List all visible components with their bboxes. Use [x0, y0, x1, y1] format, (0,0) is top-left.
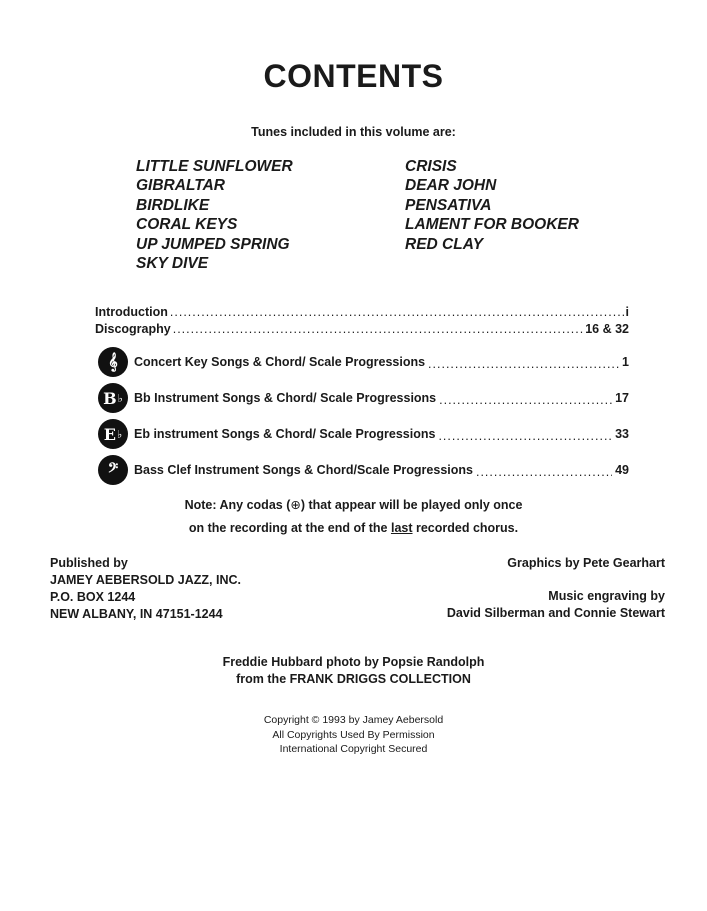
leader-dots — [438, 429, 612, 449]
section-label: Bass Clef Instrument Songs & Chord/Scale Progressions — [134, 463, 473, 477]
coda-icon: ⊕ — [290, 497, 301, 512]
section-page: 49 — [615, 463, 629, 477]
tune-list-right — [405, 157, 579, 254]
leader-dots — [439, 393, 612, 413]
toc-label: Introduction — [95, 305, 168, 319]
publisher-line: P.O. BOX 1244 — [50, 590, 136, 604]
toc-entry-introduction — [95, 305, 629, 319]
tune-title: RED CLAY — [405, 235, 484, 253]
photo-credit: Freddie Hubbard photo by Popsie Randolph from the FRANK DRIGGS COLLECTION — [222, 655, 485, 686]
section-concert-key — [98, 347, 629, 377]
tune-title: BIRDLIKE — [136, 196, 210, 214]
tune-title: CRISIS — [405, 158, 457, 175]
publisher-line: NEW ALBANY, IN 47151-1244 — [50, 607, 223, 621]
tune-title: LITTLE SUNFLOWER — [136, 158, 293, 175]
leader-dots — [173, 322, 584, 336]
treble-clef-icon: 𝄞 — [98, 347, 128, 377]
tune-title: UP JUMPED SPRING — [136, 235, 290, 253]
engraving-credit — [447, 588, 665, 622]
e-flat-icon: E ♭ — [98, 419, 128, 449]
section-b-flat — [98, 383, 629, 413]
tune-title: GIBRALTAR — [136, 177, 225, 195]
toc-page: i — [625, 305, 629, 319]
tune-title: SKY DIVE — [136, 255, 209, 273]
engraving-names: David Silberman and Connie Stewart — [446, 606, 665, 620]
leader-dots — [170, 305, 624, 319]
section-page: 17 — [615, 391, 629, 405]
page-title: CONTENTS — [263, 58, 444, 94]
toc-entry-discography — [95, 322, 629, 336]
section-page: 1 — [622, 355, 629, 369]
publisher-line: JAMEY AEBERSOLD JAZZ, INC. — [50, 573, 241, 587]
bass-clef-icon: 𝄢 — [98, 455, 128, 485]
tunes-intro-text: Tunes included in this volume are: — [251, 125, 456, 139]
section-bass-clef — [98, 455, 629, 485]
b-flat-icon: B ♭ — [98, 383, 128, 413]
section-e-flat — [98, 419, 629, 449]
leader-dots — [476, 465, 612, 485]
leader-dots — [428, 357, 619, 377]
tune-title: CORAL KEYS — [136, 216, 238, 234]
publisher-block — [50, 555, 241, 623]
tune-title: DEAR JOHN — [405, 177, 497, 195]
section-label: Bb Instrument Songs & Chord/ Scale Progressions — [134, 391, 437, 405]
publisher-heading: Published by — [50, 556, 128, 570]
toc-page: 16 & 32 — [585, 322, 629, 336]
toc-label: Discography — [95, 322, 171, 336]
tune-title: LAMENT FOR BOOKER — [405, 216, 579, 234]
copyright-notice: Copyright © 1993 by Jamey Aebersold All Copyrights Used By Permission International Copyright Secured — [263, 714, 444, 755]
note-line-1: Note: Any codas (⊕) that appear will be played only once — [184, 497, 523, 512]
engraving-heading: Music engraving by — [548, 589, 665, 603]
graphics-credit: Graphics by Pete Gearhart — [507, 556, 665, 570]
note-line-2: on the recording at the end of the last recorded chorus. — [188, 521, 519, 535]
section-label: Eb instrument Songs & Chord/ Scale Progressions — [134, 427, 436, 441]
section-page: 33 — [615, 427, 629, 441]
section-label: Concert Key Songs & Chord/ Scale Progressions — [134, 355, 426, 369]
tune-title: PENSATIVA — [405, 196, 492, 214]
tune-list-left — [136, 157, 293, 273]
